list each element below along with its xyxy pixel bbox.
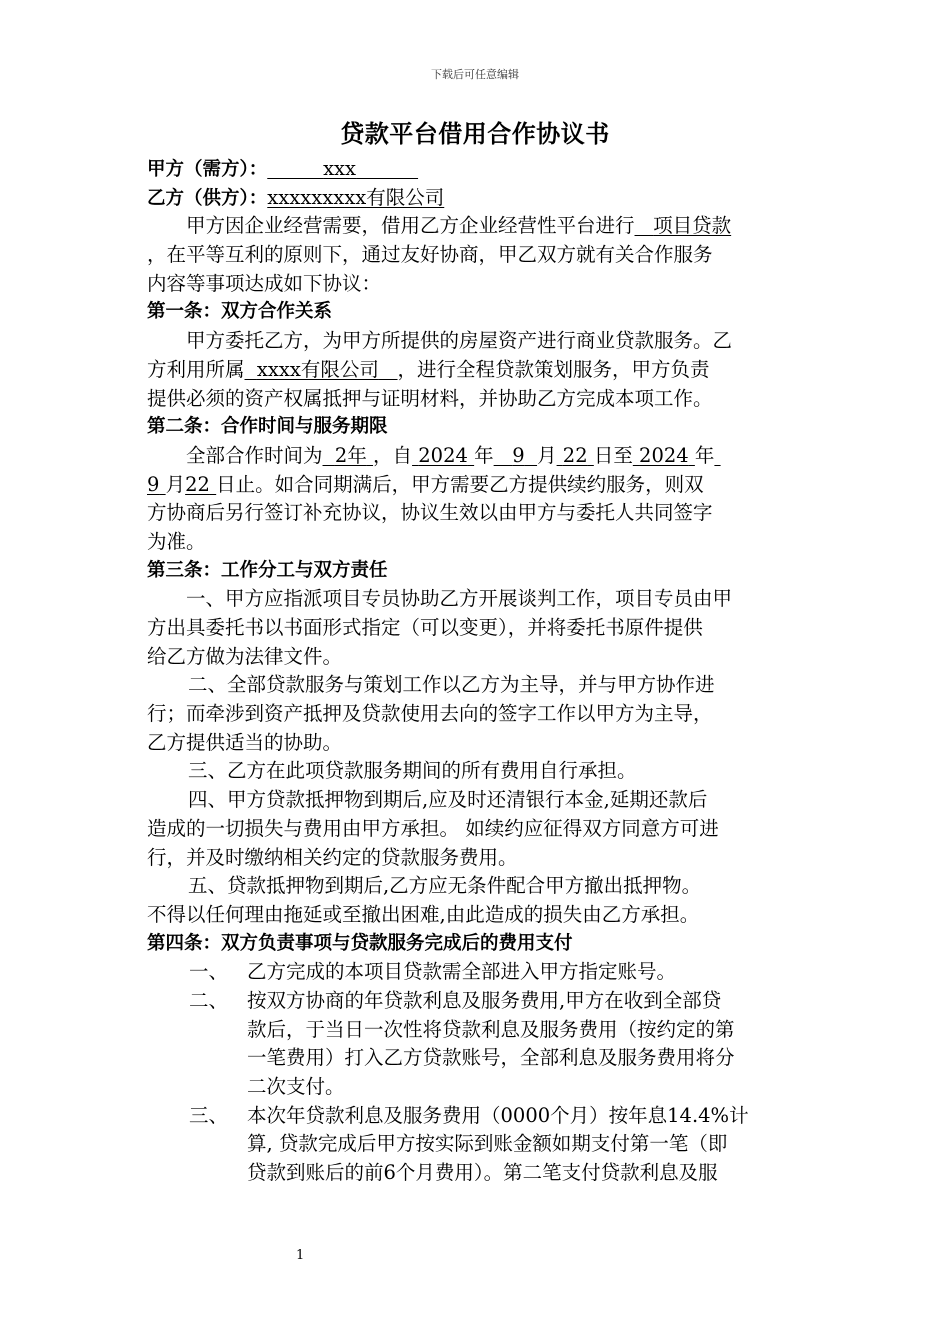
party-b-label: 乙方（供方）： bbox=[147, 187, 268, 209]
item-line: 乙方完成的本项目贷款需全部进入甲方指定账号。 bbox=[247, 960, 677, 984]
article-3-p2-line-2: 行；而牵涉到资产抵押及贷款使用去向的签字工作以甲方为主导， bbox=[147, 702, 713, 726]
article-3-p3-line-1: 三、乙方在此项贷款服务期间的所有费用自行承担。 bbox=[187, 759, 637, 783]
item-line: 一笔费用）打入乙方贷款账号，全部利息及服务费用将分 bbox=[247, 1046, 735, 1070]
article-1-line-1: 甲方委托乙方，为甲方所提供的房屋资产进行商业贷款服务。乙 bbox=[186, 329, 733, 353]
intro-line-1: 甲方因企业经营需要，借用乙方企业经营性平台进行 项目贷款 bbox=[186, 214, 732, 238]
article-3-p5-line-2: 不得以任何理由拖延或至撤出困难,由此造成的损失由乙方承担。 bbox=[147, 902, 700, 926]
article-1-line-3: 提供必须的资产权属抵押与证明材料，并协助乙方完成本项工作。 bbox=[147, 386, 713, 410]
article-3-p4-line-1: 四、甲方贷款抵押物到期后,应及时还清银行本金,延期还款后 bbox=[187, 788, 708, 812]
end-day-field: 22 bbox=[185, 472, 210, 496]
article-3-heading: 第三条：工作分工与双方责任 bbox=[147, 559, 388, 581]
article-3-p4-line-2: 造成的一切损失与费用由甲方承担。 如续约应征得双方同意方可进 bbox=[147, 816, 719, 840]
article-2-line-3: 方协商后另行签订补充协议，协议生效以由甲方与委托人共同签字 bbox=[147, 501, 713, 525]
article-2-line-4: 为准。 bbox=[147, 529, 206, 553]
item-line: 算, 贷款完成后甲方按实际到账金额如期支付第一笔（即 bbox=[247, 1132, 728, 1156]
start-month-field: 9 bbox=[512, 443, 525, 467]
intro-project-field: 项目贷款 bbox=[653, 214, 732, 238]
start-day-field: 22 bbox=[562, 443, 588, 467]
end-month-field: 9 bbox=[147, 472, 160, 496]
intro-line-2: ，在平等互利的原则下，通过友好协商，甲乙双方就有关合作服务 bbox=[147, 243, 713, 267]
party-a-line bbox=[147, 155, 807, 184]
article-4-item-1 bbox=[147, 958, 807, 987]
article-3-p2-line-1: 二、全部贷款服务与策划工作以乙方为主导，并与甲方协作进 bbox=[187, 673, 715, 697]
article-3-p4-line-3: 行，并及时缴纳相关约定的贷款服务费用。 bbox=[147, 845, 518, 869]
document-body bbox=[147, 155, 807, 1188]
intro-line-3: 内容等事项达成如下协议： bbox=[147, 271, 382, 295]
article-3-p1-line-2: 方出具委托书以书面形式指定（可以变更），并将委托书原件提供 bbox=[147, 616, 703, 639]
article-2-heading: 第二条：合作时间与服务期限 bbox=[147, 416, 388, 438]
article-2-line-2: 9 月22 日止。如合同期满后，甲方需要乙方提供续约服务，则双 bbox=[147, 472, 704, 496]
start-year-field: 2024 bbox=[418, 443, 468, 467]
article-1-company-field: xxxx有限公司 bbox=[256, 357, 379, 381]
article-1-heading: 第一条：双方合作关系 bbox=[147, 301, 333, 323]
article-3-p5-line-1: 五、贷款抵押物到期后,乙方应无条件配合甲方撤出抵押物。 bbox=[187, 874, 702, 898]
article-4-item-3 bbox=[147, 1102, 807, 1188]
item-line: 二次支付。 bbox=[247, 1075, 345, 1099]
party-b-line bbox=[147, 184, 807, 213]
article-3-p1-line-1: 一、甲方应指派项目专员协助乙方开展谈判工作，项目专员由甲 bbox=[186, 587, 733, 611]
document-title: 贷款平台借用合作协议书 bbox=[340, 120, 610, 148]
end-year-field: 2024 bbox=[639, 443, 689, 467]
article-2-line-1: 全部合作时间为 2年 ，自 2024 年 9 月 22 日至 2024 年 bbox=[186, 443, 715, 467]
item-line: 本次年贷款利息及服务费用（0000个月）按年息14.4%计 bbox=[247, 1103, 749, 1127]
article-1-line-2: 方利用所属 xxxx有限公司 ，进行全程贷款策划服务，甲方负责 bbox=[147, 357, 710, 381]
item-line: 按双方协商的年贷款利息及服务费用,甲方在收到全部贷 bbox=[247, 988, 722, 1012]
duration-field: 2年 bbox=[334, 443, 367, 467]
party-a-value: xxx bbox=[323, 157, 357, 180]
article-4-heading: 第四条：双方负责事项与贷款服务完成后的费用支付 bbox=[147, 932, 573, 954]
party-b-value: xxxxxxxxx有限公司 bbox=[267, 185, 445, 209]
item-number: 二、 bbox=[189, 988, 229, 1012]
item-number: 一、 bbox=[189, 960, 229, 984]
item-number: 三、 bbox=[189, 1103, 229, 1127]
article-3-p2-line-3: 乙方提供适当的协助。 bbox=[147, 730, 343, 754]
page-number: 1 bbox=[296, 1248, 305, 1263]
page-header: 下载后可任意编辑 bbox=[431, 68, 519, 81]
article-3-p1-line-3: 给乙方做为法律文件。 bbox=[147, 644, 343, 668]
item-line: 款后，于当日一次性将贷款利息及服务费用（按约定的第 bbox=[247, 1017, 735, 1041]
article-4-item-2 bbox=[147, 987, 807, 1102]
item-line: 贷款到账后的前6个月费用）。第二笔支付贷款利息及服 bbox=[247, 1161, 718, 1185]
party-a-label: 甲方（需方）： bbox=[147, 159, 268, 180]
